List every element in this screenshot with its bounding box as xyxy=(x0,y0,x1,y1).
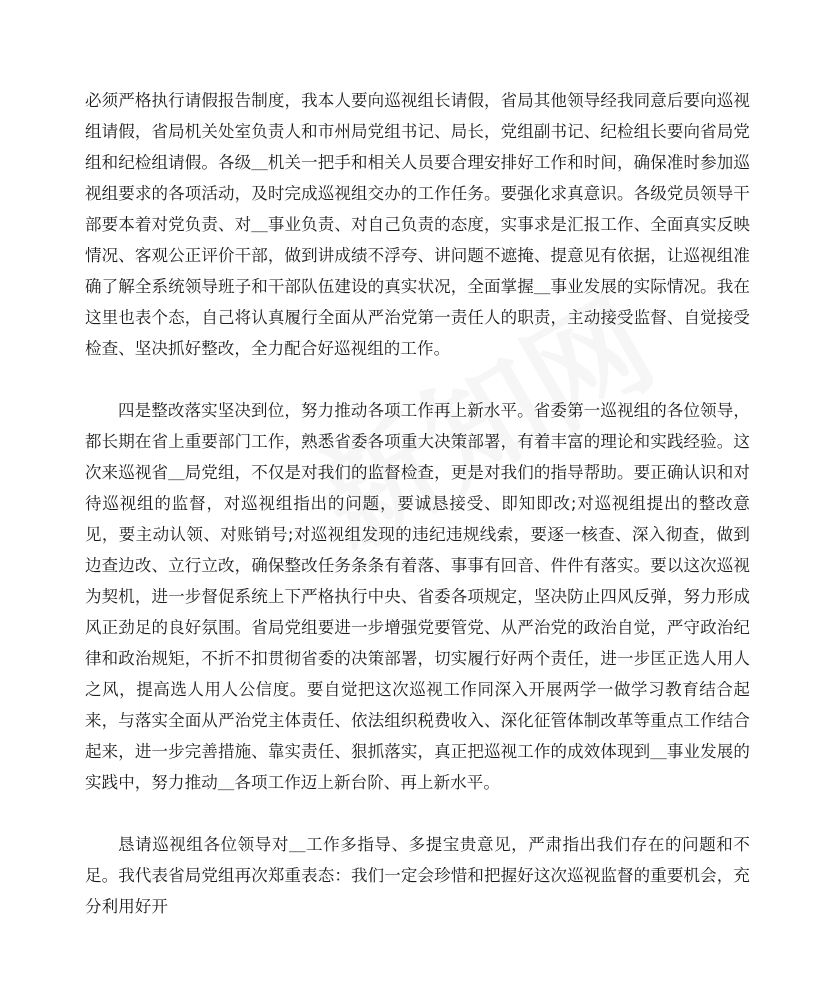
paragraph-1: 必须严格执行请假报告制度，我本人要向巡视组长请假，省局其他领导经我同意后要向巡视组请假，省局机关处室负责人和市州局党组书记、局长，党组副书记、纪检组长要向省局党组和纪检组请假。各级＿机关一把手和相关人员要合理安排好工作和时间，确保准时参加巡视组要求的各项活动，及时完成巡视组交办的工作任务。要强化求真意识。各级党员领导干部要本着对党负责、对＿事业负责、对自己负责的态度，实事求是汇报工作、全面真实反映情况、客观公正评价干部，做到讲成绩不浮夸、讲问题不遮掩、提意见有依据，让巡视组准确了解全系统领导班子和干部队伍建设的真实状况，全面掌握＿事业发展的实际情况。我在这里也表个态，自己将认真履行全面从严治党第一责任人的职责，主动接受监督、自觉接受检查、坚决抓好整改，全力配合好巡视组的工作。 xyxy=(85,91,750,358)
paragraph-gap xyxy=(85,798,750,829)
paragraph-2: 四是整改落实坚决到位，努力推动各项工作再上新水平。省委第一巡视组的各位领导，都长期在省上重要部门工作，熟悉省委各项重大决策部署，有着丰富的理论和实践经验。这次来巡视省＿局党组，不仅是对我们的监督检查，更是对我们的指导帮助。要正确认识和对待巡视组的监督，对巡视组指出的问题，要诚恳接受、即知即改;对巡视组提出的整改意见，要主动认领、对账销号;对巡视组发现的违纪违规线索，要逐一核查、深入彻查，做到边查边改、立行立改，确保整改任务条条有着落、事事有回音、件件有落实。要以这次巡视为契机，进一步督促系统上下严格执行中央、省委各项规定，坚决防止四风反弹，努力形成风正劲足的良好氛围。省局党组要进一步增强党要管党、从严治党的政治自觉，严守政治纪律和政治规矩，不折不扣贯彻省委的决策部署，切实履行好两个责任，进一步匡正选人用人之风，提高选人用人公信度。要自觉把这次巡视工作同深入开展两学一做学习教育结合起来，与落实全面从严治党主体责任、依法组织税费收入、深化征管体制改革等重点工作结合起来，进一步完善措施、靠实责任、狠抓落实，真正把巡视工作的成效体现到＿事业发展的实践中，努力推动＿各项工作迈上新台阶、再上新水平。 xyxy=(85,401,750,792)
paragraph-gap xyxy=(85,364,750,395)
paragraph-3: 恳请巡视组各位领导对＿工作多指导、多提宝贵意见，严肃指出我们存在的问题和不足。我代表省局党组再次郑重表态：我们一定会珍惜和把握好这次巡视监督的重要机会，充分利用好开 xyxy=(85,835,750,916)
document-body xyxy=(85,85,750,922)
